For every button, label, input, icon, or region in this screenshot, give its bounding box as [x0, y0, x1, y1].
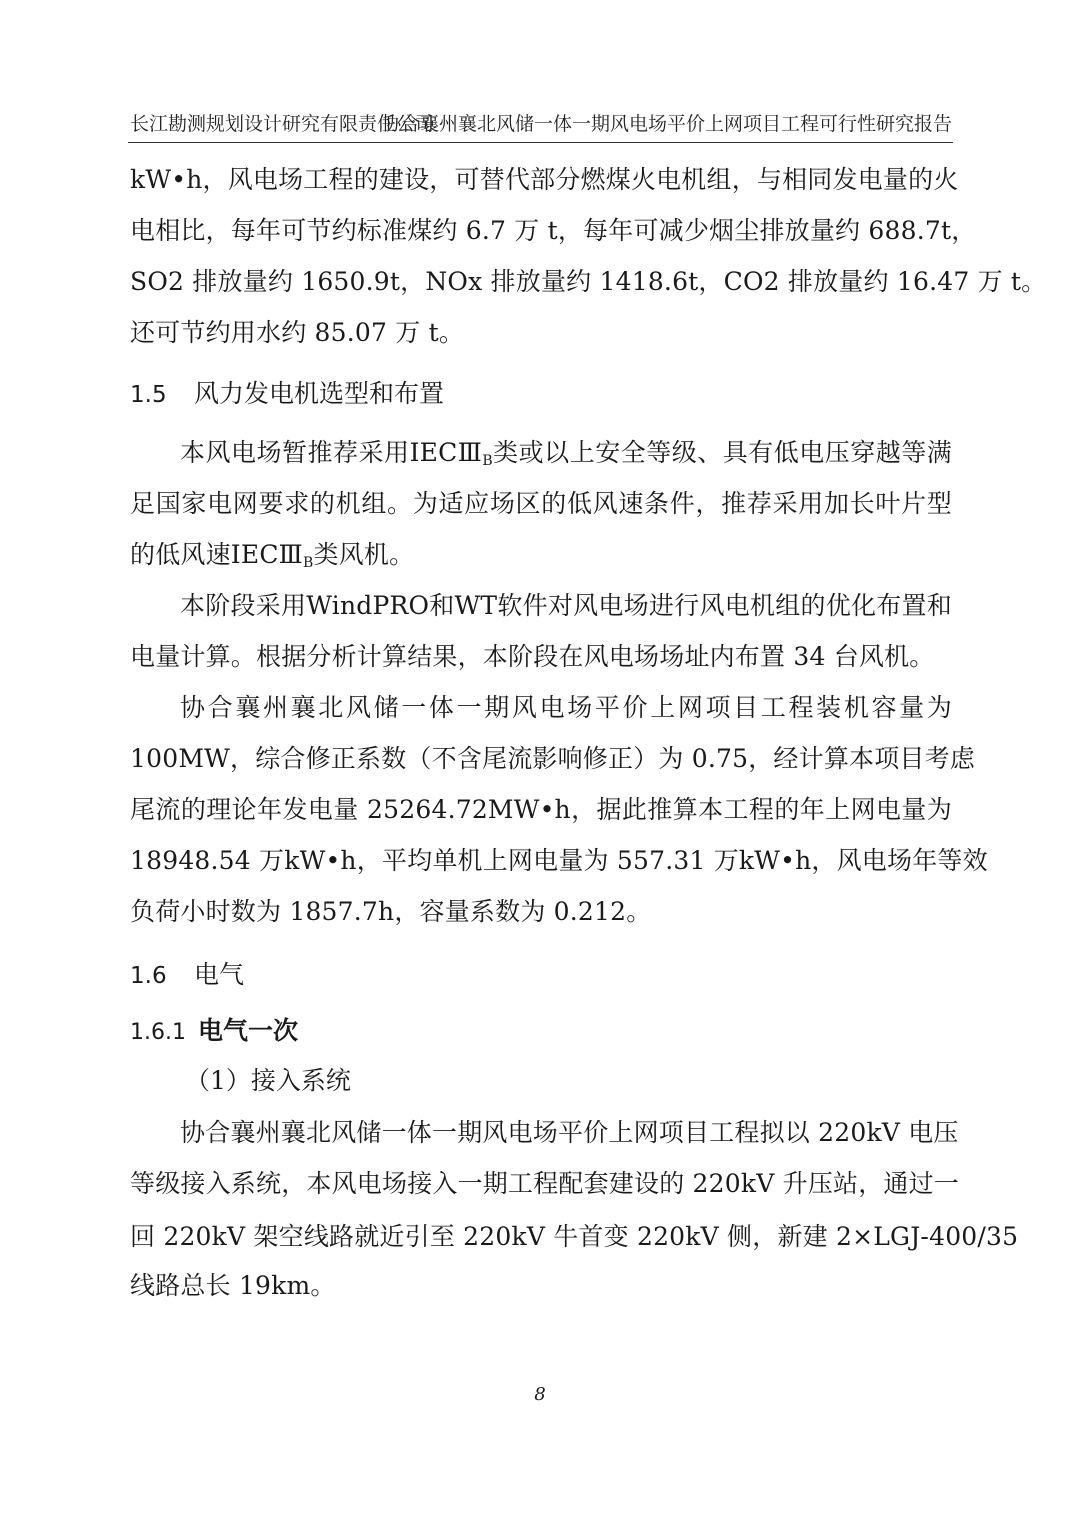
section-title: 风力发电机选型和布置: [194, 379, 445, 408]
section-number: 1.6: [130, 963, 167, 989]
paragraph-line: 还可节约用水约 85.07 万 t。: [130, 318, 465, 347]
text-run: 本风电场暂推荐采用IECⅢ: [180, 438, 483, 467]
text-run: 类风机。: [313, 540, 415, 569]
subsection-number: 1.6.1: [130, 1020, 186, 1045]
paragraph-line: 尾流的理论年发电量 25264.72MW•h，据此推算本工程的年上网电量为: [130, 795, 952, 824]
subscript: B: [482, 453, 493, 469]
text-run: 类或以上安全等级、具有低电压穿越等满: [492, 438, 952, 467]
paragraph-line: 电相比，每年可节约标准煤约 6.7 万 t，每年可减少烟尘排放量约 688.7t，: [130, 216, 977, 245]
paragraph-line: 电量计算。根据分析计算结果，本阶段在风电场场址内布置 34 台风机。: [130, 642, 935, 671]
page-number: 8: [534, 1384, 546, 1405]
subsection-heading-1-6-1: [130, 1015, 298, 1049]
subscript: B: [302, 555, 314, 571]
item-heading: （1）接入系统: [185, 1066, 351, 1095]
paragraph-line: 负荷小时数为 1857.7h，容量系数为 0.212。: [130, 897, 652, 926]
paragraph-line: 足国家电网要求的机组。为适应场区的低风速条件，推荐采用加长叶片型: [130, 489, 952, 518]
subsection-title: 电气一次: [198, 1016, 299, 1045]
paragraph-line: kW•h，风电场工程的建设，可替代部分燃煤火电机组，与相同发电量的火: [130, 165, 959, 194]
paragraph-line: 协合襄州襄北风储一体一期风电场平价上网项目工程拟以 220kV 电压: [180, 1118, 959, 1147]
paragraph-line: SO2 排放量约 1650.9t，NOx 排放量约 1418.6t，CO2 排放量约 16.47 万 t。: [130, 267, 1047, 296]
header-company: 长江勘测规划设计研究有限责任公司: [130, 113, 435, 135]
paragraph-line: 等级接入系统，本风电场接入一期工程配套建设的 220kV 升压站，通过一: [130, 1169, 960, 1198]
paragraph-line: 18948.54 万kW•h，平均单机上网电量为 557.31 万kW•h，风电场年等效: [130, 846, 988, 875]
paragraph-line: 100MW，综合修正系数（不含尾流影响修正）为 0.75，经计算本项目考虑: [130, 744, 976, 773]
header-divider: [128, 142, 953, 143]
section-number: 1.5: [130, 382, 167, 408]
paragraph-line: [130, 539, 414, 575]
paragraph-line: 本阶段采用WindPRO和WT软件对风电场进行风电机组的优化布置和: [180, 591, 952, 620]
text-run: 的低风速IECⅢ: [130, 540, 303, 569]
section-heading-1-5: [130, 378, 444, 411]
paragraph-line: 线路总长 19km。: [130, 1271, 336, 1300]
paragraph-line: [180, 437, 952, 473]
paragraph-line: 协合襄州襄北风储一体一期风电场平价上网项目工程装机容量为: [180, 693, 952, 722]
header-report-title: 协合襄州襄北风储一体一期风电场平价上网项目工程可行性研究报告: [381, 113, 952, 135]
section-title: 电气: [194, 960, 245, 989]
section-heading-1-6: [130, 959, 244, 992]
paragraph-line: 回 220kV 架空线路就近引至 220kV 牛首变 220kV 侧，新建 2×LGJ-400/35: [130, 1222, 1019, 1251]
